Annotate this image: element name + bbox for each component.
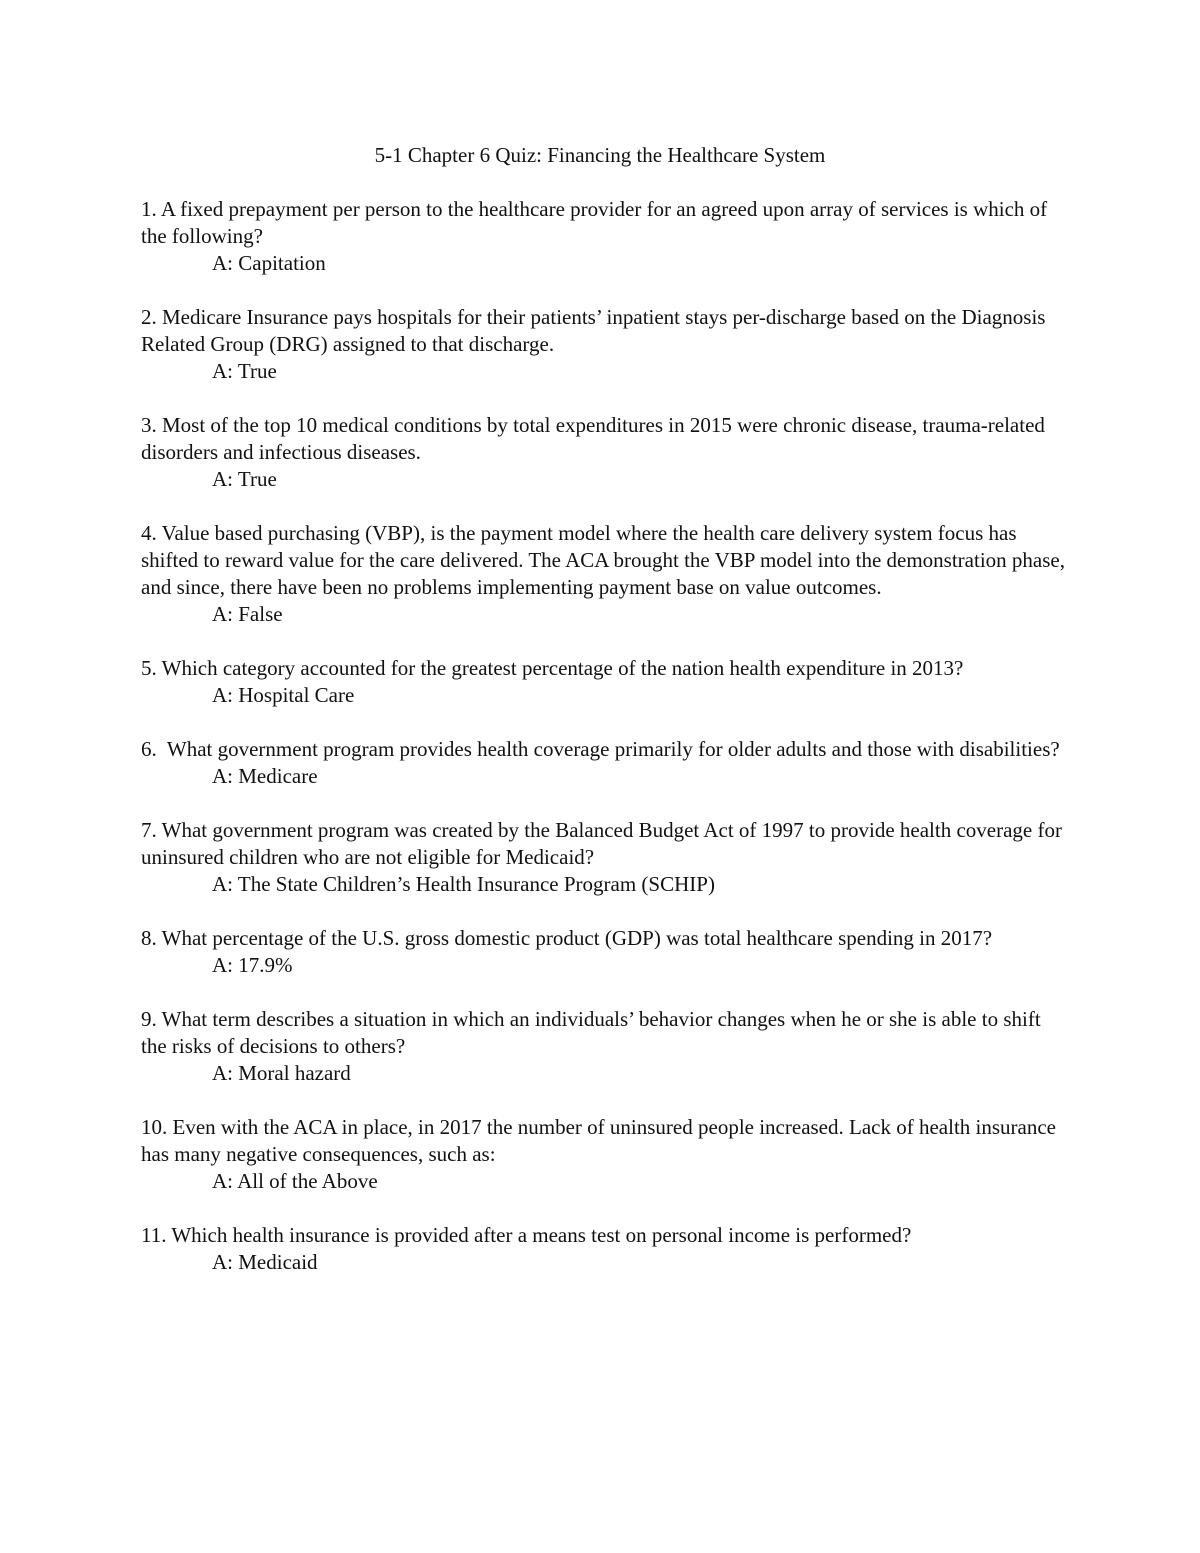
answer-text: A: False — [212, 602, 283, 626]
question-item — [141, 1114, 1071, 1195]
question-text: 4. Value based purchasing (VBP), is the payment model where the health care delivery system focus has shifted to reward value for the care delivered. The ACA brought the VBP model into the demonstration phase, and since, there have been no problems implementing payment base on value outcomes. — [141, 521, 1065, 599]
question-text: 8. What percentage of the U.S. gross domestic product (GDP) was total healthcare spending in 2017? — [141, 926, 993, 950]
answer-text: A: Hospital Care — [212, 683, 355, 707]
question-text: 2. Medicare Insurance pays hospitals for their patients’ inpatient stays per-discharge based on the Diagnosis Related Group (DRG) assigned to that discharge. — [141, 305, 1046, 356]
question-item — [141, 925, 1071, 979]
answer-text: A: Medicare — [212, 764, 318, 788]
question-item — [141, 196, 1071, 277]
question-text: 5. Which category accounted for the greatest percentage of the nation health expenditure in 2013? — [141, 656, 964, 680]
question-item — [141, 1006, 1071, 1087]
question-item — [141, 1222, 1071, 1276]
question-item — [141, 655, 1071, 709]
answer-text: A: The State Children’s Health Insurance Program (SCHIP) — [212, 872, 715, 896]
question-item — [141, 817, 1071, 898]
answer-text: A: True — [212, 359, 277, 383]
answer-text: A: Capitation — [212, 251, 326, 275]
answer-text: A: Medicaid — [212, 1250, 318, 1274]
question-item — [141, 520, 1071, 628]
question-item — [141, 736, 1071, 790]
question-item — [141, 304, 1071, 385]
answer-text: A: Moral hazard — [212, 1061, 351, 1085]
question-text: 3. Most of the top 10 medical conditions by total expenditures in 2015 were chronic disease, trauma-related disorders and infectious diseases. — [141, 413, 1045, 464]
question-text: 7. What government program was created by the Balanced Budget Act of 1997 to provide health coverage for uninsured children who are not eligible for Medicaid? — [141, 818, 1062, 869]
question-item — [141, 412, 1071, 493]
question-list — [141, 196, 1071, 1303]
question-text: 6. What government program provides health coverage primarily for older adults and those with disabilities? — [141, 737, 1060, 761]
question-text: 10. Even with the ACA in place, in 2017 the number of uninsured people increased. Lack of health insurance has many negative consequences, such as: — [141, 1115, 1056, 1166]
answer-text: A: True — [212, 467, 277, 491]
question-text: 11. Which health insurance is provided after a means test on personal income is performed? — [141, 1223, 912, 1247]
question-text: 9. What term describes a situation in which an individuals’ behavior changes when he or she is able to shift the risks of decisions to others? — [141, 1007, 1041, 1058]
question-text: 1. A fixed prepayment per person to the healthcare provider for an agreed upon array of services is which of the following? — [141, 197, 1048, 248]
answer-text: A: 17.9% — [212, 953, 293, 977]
answer-text: A: All of the Above — [212, 1169, 378, 1193]
page-title: 5-1 Chapter 6 Quiz: Financing the Healthcare System — [374, 143, 826, 167]
